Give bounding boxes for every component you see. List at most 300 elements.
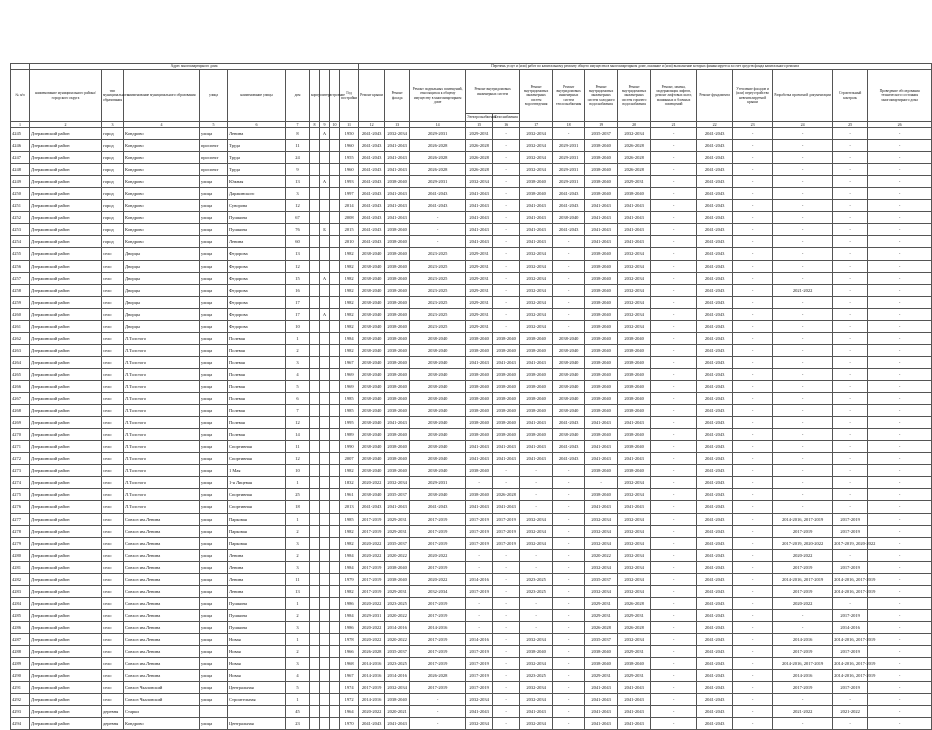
cell-elec: - [466,597,493,609]
cell-found: 2041-2043 [697,670,733,682]
cell-heat: - [553,561,585,573]
cell-lift: - [651,320,697,332]
cell-street: Центральная [228,718,286,730]
cell-korp [310,284,320,296]
cell-gas: - [493,549,520,561]
cell-survey: - [868,344,932,356]
col-header: Проведение обследования технического состояния многоквартирного дома [868,70,932,122]
cell-roof: 2038-2040 [359,296,385,308]
cell-facade: 2041-2043 [385,212,410,224]
column-number: 12 [359,122,385,128]
cell-house: 10 [286,320,310,332]
cell-insul: - [733,236,773,248]
cell-type: село [102,332,124,344]
cell-mo: Совхоз им.Ленина [124,561,200,573]
cell-str [330,537,340,549]
cell-roof: 2041-2043 [359,128,385,140]
cell-year: 1967 [340,670,359,682]
table-row [11,658,932,670]
cell-elec: 2041-2043 [466,706,493,718]
cell-hot: 2032-2034 [618,561,651,573]
cell-lift: - [651,152,697,164]
cell-mo: Совхоз им.Ленина [124,585,200,597]
column-number: 7 [286,122,310,128]
cell-type: село [102,296,124,308]
cell-type: город [102,212,124,224]
cell-house: 3 [286,561,310,573]
cell-control: - [833,441,868,453]
cell-type: город [102,152,124,164]
cell-insul: - [733,368,773,380]
cell-insul: - [733,308,773,320]
cell-street: 1 Мая [228,465,286,477]
cell-hot: 2032-2034 [618,272,651,284]
cell-control: 2017-2019 [833,682,868,694]
cell-insul: - [733,633,773,645]
cell-mo: Совхоз им.Ленина [124,658,200,670]
cell-district: Дзержинский район [30,549,102,561]
cell-design: - [773,272,833,284]
cell-st: улица [200,356,228,368]
cell-elec: 2038-2040 [466,429,493,441]
cell-heat: - [553,682,585,694]
cell-lit [320,453,330,465]
cell-design: - [773,477,833,489]
cell-str [330,453,340,465]
cell-street: Спортивная [228,453,286,465]
cell-facade: 2014-2016 [385,621,410,633]
cell-year: 1982 [340,585,359,597]
cell-heat: - [553,694,585,706]
cell-basement: 2026-2028 [410,164,466,176]
cell-district: Дзержинский район [30,682,102,694]
cell-mo: Л.Толстого [124,405,200,417]
cell-str [330,465,340,477]
cell-cold: 2041-2043 [585,212,618,224]
cell-st: улица [200,573,228,585]
cell-year: 1969 [340,368,359,380]
cell-gas: - [493,284,520,296]
cell-basement: 2038-2040 [410,441,466,453]
cell-facade: 2029-2031 [385,525,410,537]
cell-elec: 2017-2019 [466,682,493,694]
cell-korp [310,706,320,718]
table-row [11,200,932,212]
column-number: 24 [773,122,833,128]
cell-street: Строительная [228,694,286,706]
cell-sewer: 2032-2034 [520,537,553,549]
cell-insul: - [733,513,773,525]
cell-lit [320,429,330,441]
cell-district: Дзержинский район [30,417,102,429]
cell-design: - [773,429,833,441]
cell-st: улица [200,609,228,621]
column-number: 23 [733,122,773,128]
cell-insul: - [733,658,773,670]
cell-n: 4267 [11,393,30,405]
cell-year: 1968 [340,658,359,670]
cell-roof: 2038-2040 [359,248,385,260]
cell-type: село [102,682,124,694]
cell-street: Федорова [228,272,286,284]
cell-found: 2041-2043 [697,658,733,670]
cell-gas: - [493,128,520,140]
cell-insul: - [733,344,773,356]
cell-str [330,682,340,694]
cell-control: - [833,405,868,417]
cell-lift: - [651,417,697,429]
cell-house: 3 [286,621,310,633]
cell-roof: 2017-2019 [359,682,385,694]
cell-roof: 2038-2040 [359,260,385,272]
cell-district: Дзержинский район [30,332,102,344]
cell-heat: - [553,128,585,140]
cell-found: 2041-2043 [697,356,733,368]
cell-str [330,284,340,296]
cell-gas: - [493,694,520,706]
cell-heat: 2038-2040 [553,368,585,380]
cell-mo: Л.Толстого [124,429,200,441]
cell-st: улица [200,465,228,477]
cell-basement: 2029-2031 [410,128,466,140]
cell-type: село [102,405,124,417]
cell-korp [310,501,320,513]
cell-st: улица [200,417,228,429]
cell-survey: - [868,224,932,236]
cell-found: 2041-2043 [697,718,733,730]
cell-mo: Совхоз им.Ленина [124,670,200,682]
cell-insul: - [733,453,773,465]
cell-lift: - [651,706,697,718]
cell-district: Дзержинский район [30,441,102,453]
cell-str [330,489,340,501]
cell-facade: 2038-2040 [385,260,410,272]
cell-survey: - [868,308,932,320]
cell-gas: - [493,682,520,694]
cell-korp [310,718,320,730]
cell-hot: 2032-2034 [618,284,651,296]
cell-korp [310,212,320,224]
cell-survey: - [868,140,932,152]
table-row [11,694,932,706]
cell-lit [320,320,330,332]
cell-facade: 2041-2043 [385,152,410,164]
cell-cold: 2038-2040 [585,152,618,164]
cell-control: 2014-2016 [833,621,868,633]
cell-district: Дзержинский район [30,128,102,140]
cell-year: 2013 [340,501,359,513]
cell-sewer: 2032-2034 [520,718,553,730]
cell-insul: - [733,525,773,537]
cell-street: Ленина [228,128,286,140]
cell-district: Дзержинский район [30,308,102,320]
cell-year: 1984 [340,561,359,573]
cell-str [330,236,340,248]
cell-basement: 2023-2025 [410,248,466,260]
cell-facade: 2029-2031 [385,585,410,597]
cell-street: Парковая [228,525,286,537]
cell-insul: - [733,128,773,140]
cell-hot: 2032-2034 [618,308,651,320]
cell-control: - [833,308,868,320]
cell-gas: - [493,296,520,308]
cell-basement: 2038-2040 [410,380,466,392]
cell-mo: Л.Толстого [124,453,200,465]
cell-type: село [102,308,124,320]
cell-lift: - [651,441,697,453]
cell-st: улица [200,694,228,706]
table-row [11,272,932,284]
cell-design: 2017-2019 [773,585,833,597]
cell-insul: - [733,694,773,706]
cell-mo: Л.Толстого [124,477,200,489]
cell-cold: 2038-2040 [585,405,618,417]
cell-house: 1 [286,332,310,344]
cell-district: Дзержинский район [30,465,102,477]
cell-found: 2041-2043 [697,585,733,597]
cell-elec: - [466,621,493,633]
column-number: 4 [124,122,200,128]
cell-gas: - [493,176,520,188]
cell-str [330,176,340,188]
cell-cold: 2038-2040 [585,489,618,501]
cell-found: 2041-2043 [697,537,733,549]
cell-type: село [102,525,124,537]
cell-control: 2014-2016, 2017-2019 [833,573,868,585]
cell-cold: 2041-2043 [585,682,618,694]
cell-basement: 2017-2019 [410,609,466,621]
cell-survey: - [868,525,932,537]
cell-hot: 2038-2040 [618,368,651,380]
cell-street: Труда [228,164,286,176]
cell-design: - [773,465,833,477]
cell-design: 2017-2019 [773,682,833,694]
cell-street: Спортивная [228,441,286,453]
cell-elec: 2017-2019 [466,646,493,658]
cell-found: 2041-2043 [697,284,733,296]
cell-gas: 2038-2040 [493,405,520,417]
cell-control: - [833,320,868,332]
cell-insul: - [733,621,773,633]
column-number: 1 [11,122,30,128]
cell-gas: - [493,646,520,658]
cell-year: 1989 [340,429,359,441]
cell-district: Дзержинский район [30,296,102,308]
cell-sewer: 2032-2034 [520,308,553,320]
cell-hot: 2041-2043 [618,200,651,212]
cell-mo: Л.Толстого [124,332,200,344]
cell-mo: Л.Толстого [124,380,200,392]
cell-heat: 2038-2040 [553,405,585,417]
cell-design: - [773,224,833,236]
cell-roof: 2020-2022 [359,477,385,489]
cell-hot: 2032-2034 [618,477,651,489]
cell-found: 2041-2043 [697,224,733,236]
cell-str [330,200,340,212]
cell-basement: 2038-2040 [410,489,466,501]
cell-facade: 2029-2031 [385,513,410,525]
cell-street: Ленина [228,585,286,597]
cell-elec: - [466,561,493,573]
cell-cold: 2038-2040 [585,393,618,405]
cell-roof: 2041-2043 [359,164,385,176]
cell-found: 2041-2043 [697,465,733,477]
cell-lit [320,236,330,248]
cell-year: 1950 [340,128,359,140]
cell-korp [310,513,320,525]
cell-year: 1995 [340,417,359,429]
cell-korp [310,344,320,356]
cell-korp [310,224,320,236]
cell-korp [310,272,320,284]
cell-mo: Дворцы [124,260,200,272]
cell-facade: 2041-2043 [385,501,410,513]
cell-n: 4252 [11,212,30,224]
cell-st: улица [200,188,228,200]
cell-survey: - [868,188,932,200]
col-header: Ремонт внутридомовых инженерных систем водоотведения [520,70,553,122]
cell-gas: 2017-2019 [493,513,520,525]
cell-found: 2041-2043 [697,272,733,284]
cell-type: деревня [102,718,124,730]
cell-gas: - [493,212,520,224]
cell-cold: 2038-2040 [585,260,618,272]
cell-heat: - [553,320,585,332]
cell-house: 3 [286,658,310,670]
cell-design: 2017-2019, 2020-2022 [773,537,833,549]
cell-heat: - [553,609,585,621]
cell-n: 4249 [11,176,30,188]
cell-basement: 2041-2043 [410,501,466,513]
cell-control: 2014-2016, 2017-2019 [833,585,868,597]
cell-basement: - [410,236,466,248]
col-header: дом [286,70,310,122]
col-header: Ремонт, замена, модернизация лифтов, ремонт лифтовых шахт, машинных и блочных помещений [651,70,697,122]
table-row [11,489,932,501]
cell-house: 45 [286,706,310,718]
cell-n: 4283 [11,585,30,597]
cell-type: село [102,465,124,477]
cell-cold: 2041-2043 [585,718,618,730]
cell-sewer: 2038-2040 [520,429,553,441]
table-row [11,405,932,417]
cell-st: улица [200,248,228,260]
cell-hot: 2029-2031 [618,646,651,658]
cell-facade: 2038-2040 [385,308,410,320]
cell-control: - [833,417,868,429]
column-number: 15 [466,122,493,128]
cell-gas: - [493,152,520,164]
cell-heat: 2041-2043 [553,453,585,465]
column-number: 17 [520,122,553,128]
cell-cold: 2029-2031 [585,670,618,682]
cell-hot: 2026-2028 [618,140,651,152]
cell-n: 4248 [11,164,30,176]
cell-roof: 2017-2019 [359,573,385,585]
cell-street: Ленина [228,236,286,248]
cell-korp [310,453,320,465]
cell-design: 2021-2022 [773,284,833,296]
cell-design: - [773,200,833,212]
cell-hot: 2041-2043 [618,212,651,224]
cell-house: 8 [286,128,310,140]
cell-house: 7 [286,405,310,417]
cell-lift: - [651,465,697,477]
cell-design: - [773,489,833,501]
cell-cold: 2041-2043 [585,224,618,236]
cell-house: 23 [286,718,310,730]
cell-street: 1-я Лицевая [228,477,286,489]
cell-cold: 2032-2034 [585,525,618,537]
cell-type: село [102,670,124,682]
cell-found: 2041-2043 [697,236,733,248]
cell-gas: - [493,465,520,477]
cell-facade: 2038-2040 [385,176,410,188]
cell-year: 1982 [340,525,359,537]
cell-street: Полевая [228,429,286,441]
cell-str [330,429,340,441]
cell-gas: - [493,248,520,260]
cell-year: 1964 [340,706,359,718]
table-row [11,212,932,224]
cell-sewer: 2032-2034 [520,296,553,308]
cell-district: Дзержинский район [30,633,102,645]
cell-district: Дзержинский район [30,453,102,465]
table-row [11,561,932,573]
cell-basement: 2023-2025 [410,272,466,284]
cell-cold: 2032-2034 [585,585,618,597]
cell-cold: 2041-2043 [585,417,618,429]
cell-gas: - [493,477,520,489]
cell-type: село [102,441,124,453]
cell-str [330,694,340,706]
cell-gas: 2041-2043 [493,501,520,513]
cell-korp [310,489,320,501]
cell-sewer: 2041-2043 [520,706,553,718]
cell-st: проспект [200,152,228,164]
cell-str [330,633,340,645]
cell-hot: 2032-2034 [618,549,651,561]
cell-control: 2014-2016, 2017-2019 [833,633,868,645]
sub-group-header: Ремонт внутридомовых инженерных систем [466,70,520,114]
cell-lift: - [651,597,697,609]
cell-st: улица [200,405,228,417]
cell-facade: 2041-2043 [385,417,410,429]
cell-elec: 2041-2043 [466,441,493,453]
cell-lift: - [651,236,697,248]
cell-roof: 2038-2040 [359,308,385,320]
cell-lit [320,417,330,429]
cell-n: 4263 [11,344,30,356]
cell-lit [320,537,330,549]
cell-lit: А [320,272,330,284]
cell-design: - [773,176,833,188]
cell-mo: Кондрово [124,176,200,188]
cell-design: - [773,212,833,224]
cell-survey: - [868,164,932,176]
cell-roof: 2038-2040 [359,453,385,465]
cell-district: Дзержинский район [30,236,102,248]
cell-lit [320,561,330,573]
cell-mo: Кондрово [124,224,200,236]
cell-hot: 2026-2028 [618,152,651,164]
cell-elec: 2017-2019 [466,585,493,597]
cell-basement: - [410,224,466,236]
cell-cold: 2026-2028 [585,621,618,633]
cell-st: улица [200,368,228,380]
cell-lift: - [651,477,697,489]
cell-hot: 2038-2040 [618,188,651,200]
